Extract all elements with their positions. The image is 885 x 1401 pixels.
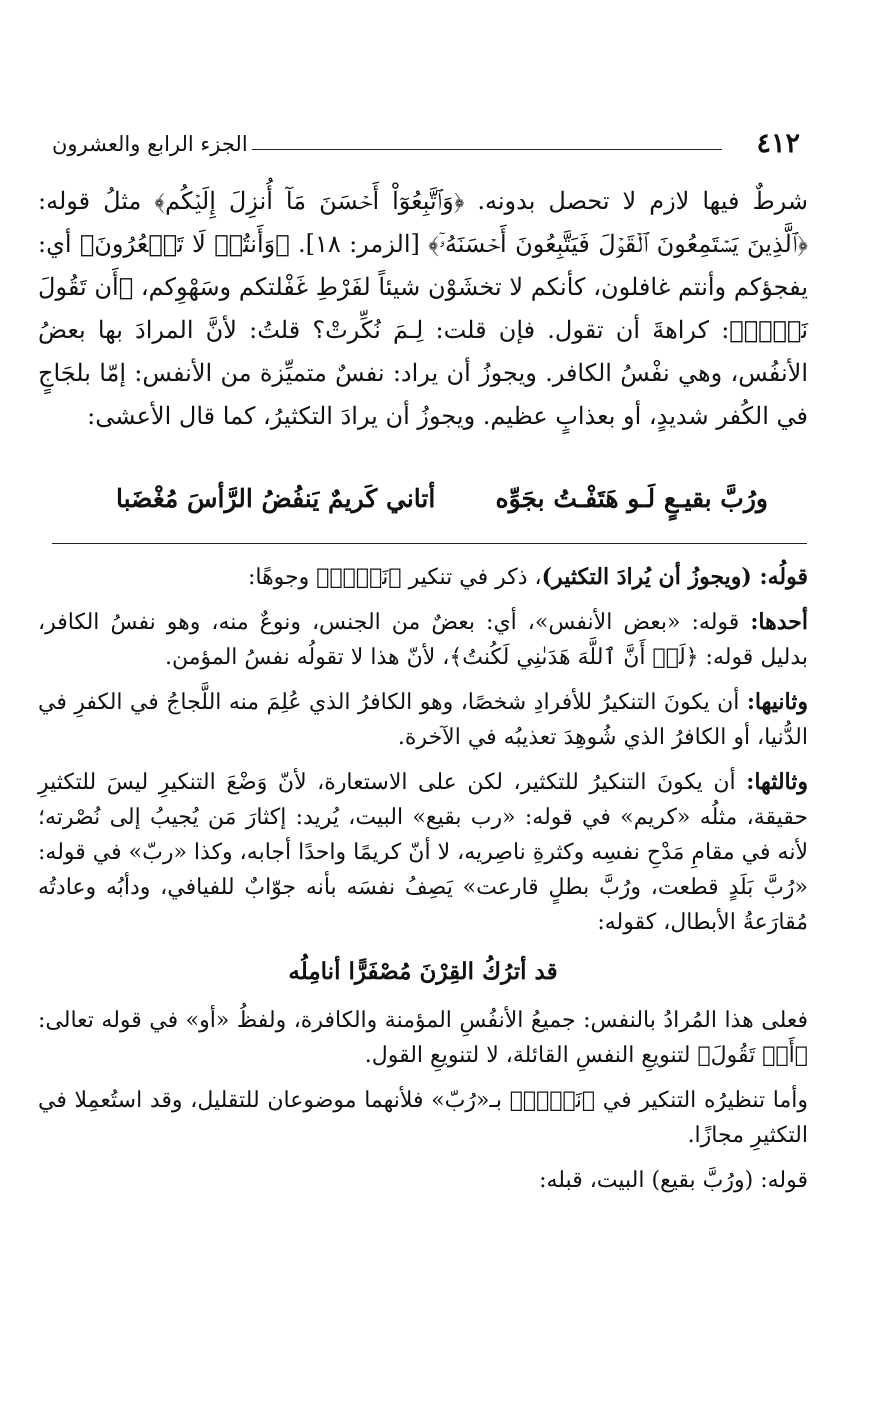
poem-verse — [38, 478, 808, 524]
note-4-text: أن يكونَ التنكيرُ للتكثير، لكن على الاستعارة، لأنّ وَضْعَ التنكيرِ ليسَ للتكثيرِ حقيقة، مثلُه «كريم» في قوله: «رب بقيع» البيت، يُريد: إكثارَ مَن يُجيبُ إلى نُصْرته؛ لأنه في مقامِ مَدْحِ نفسِه وكثرةِ ناصِريه، لا أنّ كريمًا واحدًا أجابه، وكذا «ربّ» في قوله: «رُبَّ بَلَدٍ قطعت، ورُبَّ بطلٍ قارعت» يَصِفُ نفسَه بأنه جوّابٌ للفيافي، ودأبُه وعادتُه مُقارَعةُ الأبطال، كقوله: — [38, 770, 808, 935]
note-3 — [38, 685, 808, 755]
note-6: وأما تنظيرُه التنكير في ﴿نَفۡسٞ﴾ بـ«رُبّ» فلأنهما موضوعان للتقليل، وقد استُعمِلا في التكثيرِ مجازًا. — [38, 1088, 808, 1148]
note-5: فعلى هذا المُرادُ بالنفس: جميعُ الأنفُسِ المؤمنة والكافرة، ولفظُ «أو» في قوله تعالى: ﴿أَوۡ تَقُولَ﴾ لتنويعِ النفسِ القائلة، لا لتنويعِ القول. — [38, 1008, 808, 1068]
note-1-text: ، ذكر في تنكير ﴿نَفۡسٞ﴾ وجوهًا: — [247, 565, 542, 590]
note-2-label: أحدها: — [750, 609, 808, 635]
note-7: قوله: (ورُبَّ بقيع) البيت، قبله: — [539, 1168, 808, 1193]
note-3-label: وثانيها: — [746, 689, 808, 715]
poem-hemistich-right: ورُبَّ بقيـعٍ لَـو هَتَفْـتُ بجَوِّه — [495, 484, 768, 513]
main-text — [38, 180, 808, 438]
header-rule — [252, 149, 722, 150]
note-4 — [38, 765, 808, 940]
note-4-label: وثالثها: — [746, 769, 808, 795]
note-2-text: قوله: «بعض الأنفس»، أي: بعضٌ من الجنس، ونوعٌ منه، وهو نفسُ الكافر، بدليل قوله: ﴿لَوۡ أَنَّ ٱللَّهَ هَدَىٰنِي لَكُنتُ﴾، لأنّ هذا لا تقولُه نفسُ المؤمن. — [38, 610, 808, 670]
main-paragraph: شرطٌ فيها لازم لا تحصل بدونه. ﴿وَٱتَّبِعُوٓاْ أَحۡسَنَ مَآ أُنزِلَ إِلَيۡكُم﴾ مثلُ قوله: ﴿ٱلَّذِينَ يَسۡتَمِعُونَ ٱلۡقَوۡلَ فَيَتَّبِعُونَ أَحۡسَنَهُۥٓ﴾ [الزمر: ١٨]. ﴿وَأَنتُمۡ لَا تَشۡعُرُونَ﴾ أي: يفجؤكم وأنتم غافلون، كأنكم لا تخشَوْن شيئاً لفَرْطِ غَفْلتكم وسَهْوِكم، ﴿أَن تَقُولَ نَفۡسٞ﴾: كراهةَ أن تقول. فإن قلت: لِـمَ نُكِّرتْ؟ قلتُ: لأنَّ المرادَ بها بعضُ الأنفُس، وهي نفْسُ الكافر. ويجوزُ أن يراد: نفسٌ متميِّزة من الأنفس: إمّا بلجَاجٍ في الكُفر شديدٍ، أو بعذابٍ عظيم. ويجوزُ أن يرادَ التكثيرُ، كما قال الأعشى: — [38, 187, 808, 430]
footnote-divider — [52, 543, 807, 544]
page-header — [52, 128, 800, 168]
note-2 — [38, 605, 808, 675]
commentary — [38, 560, 808, 1208]
note-1-label: قولُه: (ويجوزُ أن يُرادَ التكثير) — [541, 564, 808, 590]
note-4-verse: قد أترُكُ القِرْنَ مُصْفَرًّا أنامِلُه — [288, 958, 558, 985]
note-1 — [38, 560, 808, 595]
page-number: ٤١٢ — [756, 128, 800, 159]
poem-hemistich-left: أتاني كَريمٌ يَنفُضُ الرَّأسَ مُغْضَبا — [116, 484, 436, 513]
note-3-text: أن يكونَ التنكيرُ للأفرادِ شخصًا، وهو الكافرُ الذي عُلِمَ منه اللَّجاجُ في الكفرِ في الدُّنيا، أو الكافرُ الذي شُوهِدَ تعذيبُه في الآخرة. — [38, 690, 808, 750]
chapter-title: الجزء الرابع والعشرون — [52, 132, 248, 156]
